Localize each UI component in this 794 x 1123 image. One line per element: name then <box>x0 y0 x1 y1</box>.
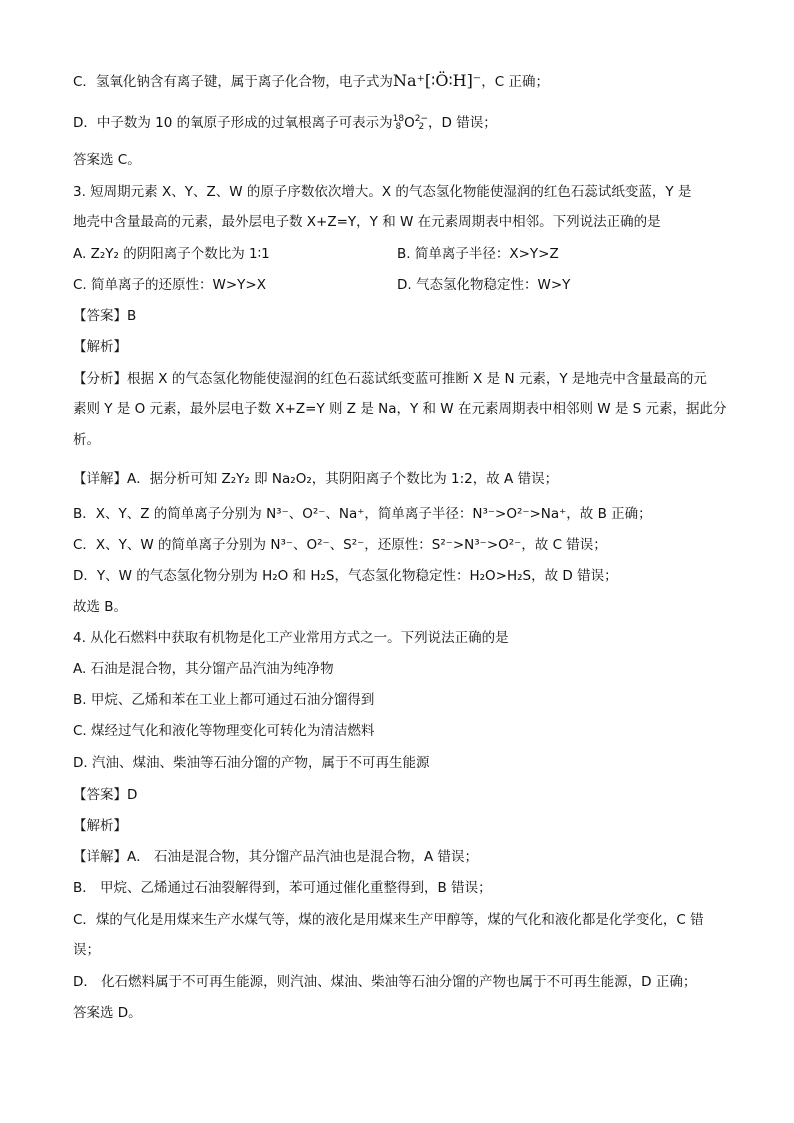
detail-c: C．X、Y、W 的简单离子分别为 N³⁻、O²⁻、S²⁻，还原性：S²⁻>N³⁻>O²⁻，故 C 错误； <box>73 537 607 553</box>
detail-d: D． 化石燃料属于不可再生能源，则汽油、煤油、柴油等石油分馏的产物也属于不可再生能源，D 正确； <box>73 974 697 990</box>
line-text: C．氢氧化钠含有离子键，属于离子化合物，电子式为 <box>73 74 393 90</box>
question-4-stem: 4. 从化石燃料中获取有机物是化工产业常用方式之一。下列说法正确的是 <box>73 630 509 646</box>
question-3-stem: 3. 短周期元素 X、Y、Z、W 的原子序数依次增大。X 的气态氢化物能使湿润的红色石蕊试纸变蓝，Y 是 <box>73 184 692 200</box>
detail-a: 【详解】A． 石油是混合物，其分馏产品汽油也是混合物，A 错误； <box>73 849 479 865</box>
ion-charge: 2− 2 <box>414 114 429 132</box>
detail-a: 【详解】A．据分析可知 Z₂Y₂ 即 Na₂O₂，其阴阳离子个数比为 1:2，故 A 错误； <box>73 471 559 487</box>
question-3-stem: 地壳中含量最高的元素，最外层电子数 X+Z=Y，Y 和 W 在元素周期表中相邻。下列说法正确的是 <box>73 214 661 230</box>
answer-label: 【答案】B <box>73 308 137 324</box>
analysis-text: 素则 Y 是 O 元素，最外层电子数 X+Z=Y 则 Z 是 Na，Y 和 W 在元素周期表中相邻则 W 是 S 元素，据此分 <box>73 401 727 417</box>
option-b: B. 简单离子半径：X>Y>Z <box>397 246 559 262</box>
detail-c-cont: 误； <box>73 942 100 958</box>
detail-b: B．X、Y、Z 的简单离子分别为 N³⁻、O²⁻、Na⁺，简单离子半径：N³⁻>O²⁻>Na⁺，故 B 正确； <box>73 506 652 522</box>
conclusion: 答案选 D。 <box>73 1005 142 1021</box>
line-text: ，C 正确； <box>481 74 549 90</box>
line-text: ，D 错误； <box>428 115 497 131</box>
electron-formula: Na⁺[∶Ö∶H]⁻ <box>392 71 482 90</box>
detail-b: B． 甲烷、乙烯通过石油裂解得到，苯可通过催化重整得到，B 错误； <box>73 880 492 896</box>
analysis-label: 【解析】 <box>73 818 127 834</box>
option-b: B. 甲烷、乙烯和苯在工业上都可通过石油分馏得到 <box>73 692 375 708</box>
explanation-line-d <box>73 114 497 132</box>
answer-label: 【答案】D <box>73 787 138 803</box>
detail-d: D．Y、W 的气态氢化物分别为 H₂O 和 H₂S，气态氢化物稳定性：H₂O>H₂S，故 D 错误； <box>73 568 618 584</box>
option-c: C. 煤经过气化和液化等物理变化可转化为清洁燃料 <box>73 723 375 739</box>
analysis-label: 【解析】 <box>73 339 127 355</box>
option-a: A. 石油是混合物，其分馏产品汽油为纯净物 <box>73 661 334 677</box>
option-d: D. 汽油、煤油、柴油等石油分馏的产物，属于不可再生能源 <box>73 755 430 771</box>
conclusion: 故选 B。 <box>73 599 128 615</box>
answer-line: 答案选 C。 <box>73 152 141 168</box>
analysis-text: 【分析】根据 X 的气态氢化物能使湿润的红色石蕊试纸变蓝可推断 X 是 N 元素，Y 是地壳中含量最高的元 <box>73 371 707 387</box>
explanation-line-c <box>73 72 549 91</box>
option-d: D. 气态氢化物稳定性：W>Y <box>397 277 571 293</box>
line-text: D．中子数为 10 的氧原子形成的过氧根离子可表示为 <box>73 115 393 131</box>
analysis-text: 析。 <box>73 432 100 448</box>
option-c: C. 简单离子的还原性：W>Y>X <box>73 277 266 293</box>
option-a: A. Z₂Y₂ 的阴阳离子个数比为 1∶1 <box>73 246 270 262</box>
nuclide-numbers: 18 8 <box>392 114 405 132</box>
detail-c: C．煤的气化是用煤来生产水煤气等，煤的液化是用煤来生产甲醇等，煤的气化和液化都是化学变化，C 错 <box>73 912 704 928</box>
ion-symbol: O <box>404 115 415 131</box>
